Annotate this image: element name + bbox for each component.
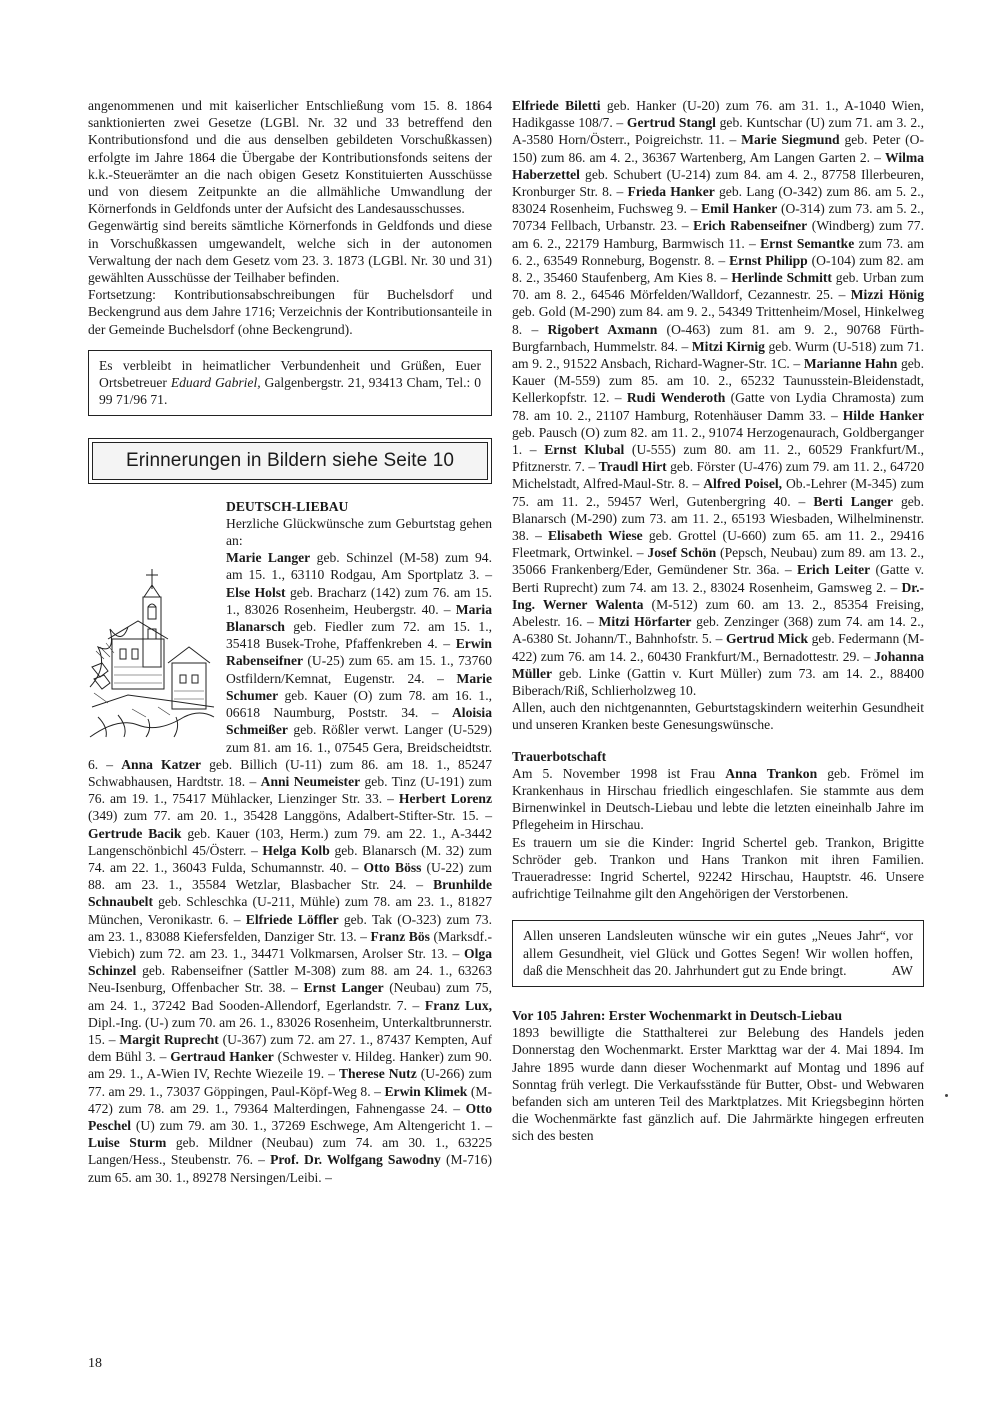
birthday-details: Ob.-Lehrer (M-345) zum 75. am 11. 2., 59457 Werl, Gutenbergring 40. – (512, 476, 925, 509)
birthday-name: Otto Peschel (88, 1100, 492, 1133)
birthday-name: Franz Bös (370, 928, 430, 944)
obituary-text-pre: Am 5. November 1998 ist Frau (512, 765, 726, 781)
birthday-name: Mizzi Hönig (850, 287, 925, 303)
new-year-signature: AW (891, 962, 913, 978)
memories-banner-text: Erinnerungen in Bildern siehe Seite 10 (92, 442, 488, 479)
birthday-name: Anni Neumeister (260, 773, 361, 789)
birthday-details: geb. Schubert (U-214) zum 84. am 4. 2., 87758 Illerbeuren, Kronburger Str. 8. – (512, 166, 924, 200)
birthday-details: geb. Blanarsch (M. 32) zum 74. am 22. 1., 36043 Fulda, Schumannstr. 40. – (88, 842, 492, 875)
page-number: 18 (88, 1356, 102, 1371)
right-column (512, 97, 924, 1145)
birthday-name: Franz Lux, (424, 997, 493, 1013)
birthday-name: Hilde Hanker (842, 407, 924, 423)
birthday-name: Herbert Lorenz (398, 791, 492, 807)
birthday-name: Else Holst (226, 584, 286, 600)
obituary-text (512, 765, 924, 834)
birthday-name: Dr.-Ing. Werner Walenta (512, 579, 924, 612)
market-heading: Vor 105 Jahren: Erster Wochenmarkt in Deutsch-Liebau (512, 1007, 843, 1023)
birthday-details: geb. Schinzel (M-58) zum 94. am 15. 1., 63110 Rodgau, Am Sportplatz 3. – (226, 550, 492, 583)
birthday-details: geb. Hanker (U-20) zum 76. am 31. 1., A-1040 Wien, Hadikgasse 108/7. – (512, 98, 924, 131)
obituary-family: Es trauern um sie die Kinder: Ingrid Schertel geb. Trankon, Brigitte Schröder geb. Trankon und Hans Trankon mit ihren Familien. Traueradresse: Ingrid Schertel, 92242 Hirschau, Hauptstr. 46. Unsere aufrichtige Teilnahme gilt den Angehörigen der Verstorbenen. (512, 834, 924, 902)
birthday-name: Emil Hanker (701, 201, 778, 217)
birthday-details: geb. Lang (O-342) zum 86. am 5. 2., 83024 Rosenheim, Fuchsweg 9. – (512, 184, 924, 217)
birthday-details: geb. Rößler verwt. Langer (U-529) zum 81. am 16. 1., 07545 Gera, Breidscheidtstr. 6. – (88, 722, 492, 772)
birthday-details: geb. Blanarsch (M-290) zum 73. am 11. 2., 65193 Wiesbaden, Wilhelminenstr. 38. – (512, 493, 924, 544)
birthday-name: Herlinde Schmitt (731, 270, 832, 286)
birthday-details: geb. Tak (O-323) zum 73. am 23. 1., 83088 Kiefersfelden, Danziger Str. 13. – (88, 911, 492, 944)
birthday-name: Marie Schumer (226, 670, 492, 703)
birthday-name: Elfriede Biletti (512, 98, 601, 113)
regards-post: Galgenbergstr. 21, 93413 Cham, Tel.: 0 99 71/96 71. (99, 375, 481, 408)
left-column (88, 97, 492, 1186)
birthday-name: Ernst Langer (303, 980, 384, 996)
birthday-name: Therese Nutz (338, 1066, 417, 1082)
birthday-name: Wilma Haberzettel (512, 149, 924, 182)
birthday-name: Aloisia Schmeißer (226, 705, 492, 738)
margin-speck (945, 1094, 948, 1097)
birthday-details: (Schwester v. Hildeg. Hanker) zum 90. am 29. 1., A-Wien IV, Rechte Wiezeile 19. – (88, 1049, 492, 1082)
new-year-box (512, 920, 924, 987)
intro-paragraph: angenommenen und mit kaiserlicher Entschließung vom 15. 8. 1864 sanktionierten zwei Gesetze (LGBl. Nr. 32 und 33 betreffend den Kontributionsfond und die aus denselben gebildeten Vorschußkassen) erfolgte im Jahre 1864 die Übergabe der Kontributionsfonds seitens der k.k.-Steuerämter an die nach obigen Gesetz Konstituierten Ausschüsse und von diesem Zeitpunkte an die allmähliche Umwandlung der Körnerfonds in Geldfonds unter der Aufsicht des Landesausschusses. (88, 98, 492, 217)
birthday-name: Erich Leiter (796, 562, 871, 578)
birthday-details: (U-22) zum 88. am 23. 1., 35584 Wetzlar, Blasbacher Str. 24. – (88, 859, 492, 893)
birthday-details: (O-314) zum 73. am 5. 2., 70734 Fellbach, Urbanstr. 23. – (512, 201, 924, 234)
birthday-details: geb. Kauer (M-559) zum 85. am 10. 2., 65232 Taunusstein-Bleidenstadt, Kellerkopfstr. 12. – (512, 356, 924, 406)
birthday-details: geb. Linke (Gattin v. Kurt Müller) zum 73. am 14. 2., 88400 Biberach/Riß, Schlierholzweg 10. (512, 665, 924, 698)
birthday-details: (U) zum 79. am 30. 1., 37269 Eschwege, Am Altengericht 1. – (131, 1117, 492, 1133)
birthday-name: Ernst Philipp (729, 252, 808, 268)
birthday-details: (O-104) zum 82. am 8. 2., 35460 Staufenberg, Am Kies 8. – (512, 252, 924, 286)
birthday-name: Erwin Rabenseifner (226, 636, 492, 669)
birthday-name: Elisabeth Wiese (547, 528, 643, 544)
birthday-details: geb. Zenzinger (368) zum 74. am 14. 2., A-6380 St. Johann/T., Bahnhofstr. 5. – (512, 614, 924, 647)
birthday-details: (Gatte von Lydia Chramosta) zum 78. am 10. 2., 21107 Hamburg, Rotenhäuser Damm 33. – (512, 390, 924, 423)
birthday-name: Prof. Dr. Wolfgang Sawodny (270, 1152, 441, 1168)
birthday-details: geb. Kauer (103, Herm.) zum 79. am 22. 1., A-3442 Langenschönbichl 45/Österr. – (88, 825, 492, 858)
birthday-details: geb. Tinz (U-191) zum 76. am 19. 1., 75417 Mühlacker, Lienzinger Str. 33. – (88, 773, 493, 807)
birthday-name: Josef Schön (647, 545, 717, 561)
birthday-details: (O-463) zum 81. am 9. 2., 90768 Fürth-Burgfarnbach, Hummelstr. 84. – (512, 321, 924, 354)
birthday-name: Otto Böss (363, 859, 422, 875)
birthday-details: geb. Fiedler zum 72. am 15. 1., 35418 Busek-Trohe, Pfaffenkreben 4. – (226, 619, 492, 652)
birthday-details: (Gatte v. Berti Ruprecht) zum 74. am 13. 2., 83024 Rosenheim, Gamsweg 2. – (512, 562, 925, 595)
birthday-details: geb. Förster (U-476) zum 79. am 11. 2., 64720 Michelstadt, Alfred-Maul-Str. 8. – (512, 459, 924, 492)
birthday-details: (349) zum 77. am 20. 1., 35428 Langgöns, Adalbert-Stifter-Str. 15. – (88, 808, 492, 824)
birthday-details: (Marksdf.-Viebich) zum 72. am 23. 1., 34471 Volkmarsen, Arolser Str. 13. – (88, 928, 492, 961)
birthday-name: Luise Sturm (88, 1135, 167, 1151)
birthday-name: Traudl Hirt (598, 459, 667, 475)
birthday-details: geb. Billich (U-11) zum 86. am 18. 1., 85247 Schwabhausen, Hardtstr. 18. – (88, 756, 492, 789)
birthday-list-continued (512, 97, 924, 699)
obituary-name: Anna Trankon (725, 765, 818, 781)
birthday-details: (M-716) zum 65. am 30. 1., 89278 Nersingen/Leibi. – (88, 1152, 493, 1185)
birthday-details: geb. Kuntschar (U) zum 71. am 3. 2., A-3580 Horn/Österr., Poigreichstr. 11. – (512, 115, 924, 148)
birthday-name: Marie Langer (226, 550, 311, 566)
birthday-details: geb. Wurm (U-518) zum 71. am 9. 2., 91522 Ansbach, Richard-Wagner-Str. 1C. – (512, 338, 924, 372)
birthday-name: Olga Schinzel (88, 945, 492, 979)
birthday-name: Erich Rabenseifner (693, 218, 808, 234)
birthday-name: Helga Kolb (262, 842, 330, 858)
birthday-name: Frieda Hanker (627, 184, 715, 200)
birthday-details: (U-367) zum 72. am 27. 1., 87437 Kempten, Auf dem Bühl 3. – (88, 1031, 492, 1065)
birthday-name: Marianne Hahn (803, 356, 898, 372)
birthday-name: Margit Ruprecht (119, 1031, 219, 1047)
birthday-section (88, 498, 492, 1186)
new-year-text: Allen unseren Landsleuten wünsche wir ein gutes „Neues Jahr“, vor allem Gesundheit, viel Glück und Gottes Segen! Wir wollen hoffen, daß die Menschheit das 20. Jahrhundert gut zu Ende bringt. (523, 928, 913, 978)
birthday-details: geb. Rabenseifner (Sattler M-308) zum 88. am 24. 1., 63263 Neu-Isenburg, Offenbacher Str. 38. – (88, 963, 492, 996)
birthday-name: Gertrude Bacik (88, 825, 182, 841)
birthday-details: geb. Peter (O-150) zum 86. am 4. 2., 36367 Wartenberg, Am Langen Garten 2. – (512, 132, 924, 165)
regards-box (88, 350, 492, 417)
birthday-name: Gertraud Hanker (170, 1049, 274, 1065)
birthday-name: Ernst Semantke (760, 235, 855, 251)
birthday-details: geb. Gold (M-290) zum 84. am 9. 2., 54349 Trittenheim/Mosel, Hinkelweg 8. – (512, 304, 924, 337)
church-illustration (88, 567, 216, 739)
birthday-details: (U-266) zum 77. am 29. 1., 73037 Göppingen, Paul-Köpf-Weg 8. – (88, 1066, 492, 1099)
birthday-details: (U-555) zum 80. am 11. 2., 60529 Frankfurt/M., Pfitznerstr. 7. – (512, 442, 924, 475)
birthday-name: Johanna Müller (512, 648, 924, 681)
birthday-name: Gertrud Mick (725, 631, 809, 647)
birthday-name: Erwin Klimek (384, 1083, 468, 1099)
birthday-details: (M-512) zum 60. am 13. 2., 85354 Freising, Abelestr. 16. – (512, 596, 925, 630)
birthday-details: (Windberg) zum 77. am 6. 2., 22179 Hamburg, Barmwisch 11. – (512, 218, 924, 251)
birthday-details: geb. Kauer (O) zum 78. am 16. 1., 06618 Naumburg, Poststr. 34. – (226, 687, 492, 721)
birthday-details: geb. Grottel (U-660) zum 65. am 11. 2., 29416 Fleetmark, Ortwinkel. – (512, 528, 924, 561)
birthday-details: geb. Federmann (M-422) zum 76. am 14. 2., 60430 Frankfurt/M., Bernadottestr. 29. – (512, 631, 925, 664)
birthday-name: Berti Langer (813, 493, 893, 509)
birthday-details: geb. Urban zum 70. am 8. 2., 64546 Mörfelden/Walldorf, Cezannestr. 25. – (512, 270, 924, 303)
birthday-name: Elfriede Löffler (245, 911, 339, 927)
birthday-details: (Neubau) zum 75, am 24. 1., 37242 Bad Sooden-Allendorf, Egerlandstr. 7. – (88, 980, 492, 1013)
current-paragraph: Gegenwärtig sind bereits sämtliche Körnerfonds in Geldfonds und diese in Vorschußkassen umgewandelt, welche sich in der autonomen Verwaltung der nach dem Gesetz vom 23. 3. 1873 (LGBl. Nr. 30 und 31) gewählten Ausschüsse der Teilhaber befinden. (88, 218, 492, 286)
birthday-name: Mitzi Kirnig (691, 338, 765, 354)
regards-name: Eduard Gabriel, (170, 375, 261, 391)
greeting-line: Herzliche Glückwünsche zum Geburtstag gehen an: (226, 515, 492, 549)
regards-pre: Es verbleibt in heimatlicher Verbundenheit und Grüßen, Euer Ortsbetreuer (99, 357, 481, 391)
obituary-text-post: geb. Frömel im Krankenhaus in Hirschau friedlich eingeschlafen. Sie stammte aus dem Birnenwinkel in Deutsch-Liebau und lebte die letzten eineinhalb Jahre im Pflegeheim in Hirschau. (512, 765, 924, 833)
birthday-details: geb. Pausch (O) zum 82. am 11. 2., 91074 Herzogenaurach, Goldberganger 1. – (512, 424, 924, 458)
continuation-paragraph: Fortsetzung: Kontributionsabschreibungen für Buchelsdorf und Beckengrund aus dem Jahre 1716; Verzeichnis der Kontributionsanteile in der Gemeinde Buchelsdorf (ohne Beckengrund). (88, 287, 492, 337)
birthday-name: Alfred Poisel, (703, 476, 783, 492)
memories-banner (88, 438, 492, 483)
birthday-details: (U-25) zum 65. am 15. 1., 73760 Ostfildern/Kemnat, Eugenstr. 24. – (226, 653, 492, 686)
closing-wishes: Allen, auch den nichtgenannten, Geburtstagskindern weiterhin Gesundheit und unseren Kranken beste Genesungswünsche. (512, 700, 924, 733)
birthday-name: Rigobert Axmann (547, 321, 658, 337)
birthday-name: Gertrud Stangl (626, 115, 716, 131)
birthday-details: (M-472) zum 78. am 29. 1., 79364 Malterdingen, Fahnengasse 24. – (88, 1083, 492, 1116)
section-title: DEUTSCH-LIEBAU (226, 498, 349, 514)
birthday-details: geb. Mildner (Neubau) zum 74. am 30. 1., 63225 Langen/Hess., Steubenstr. 76. – (88, 1135, 492, 1168)
birthday-details: geb. Schleschka (U-211, Mühle) zum 78. am 23. 1., 81827 München, Veronikastr. 6. – (88, 894, 492, 927)
birthday-details: geb. Bracharz (142) zum 76. am 15. 1., 83026 Rosenheim, Heubergstr. 40. – (226, 584, 493, 617)
birthday-name: Maria Blanarsch (226, 601, 492, 635)
birthday-name: Brunhilde Schnaubelt (88, 877, 492, 910)
birthday-details: (Pepsch, Neubau) zum 89. am 13. 2., 35066 Frankenberg/Eder, Gemündener Str. 36a. – (512, 545, 924, 578)
market-text: 1893 bewilligte die Statthalterei zur Belebung des Handels jeden Donnerstag den Wochenmarkt. Erster Markttag war der 4. Mai 1894. Im Jahre 1895 wurde dann dieser Wochenmarkt auf Montag und 1896 auf Sonntag früh verlegt. Die Verkaufsstände für Butter, Obst- und Webwaren befanden sich am unteren Teil des Marktplatzes. Mit Kriegsbeginn hörten die Wochenmärkte fast gänzlich auf. Die Jahrmärkte hingegen erfreuten sich des besten (512, 1025, 924, 1144)
birthday-name: Mitzi Hörfarter (598, 614, 692, 630)
obituary-heading: Trauerbotschaft (512, 748, 607, 764)
birthday-name: Ernst Klubal (544, 442, 625, 458)
birthday-name: Rudi Wenderoth (626, 390, 726, 406)
birthday-name: Marie Siegmund (741, 132, 840, 148)
birthday-details: Dipl.-Ing. (U-) zum 70. am 26. 1., 83026 Rosenheim, Unterkaltbrunnerstr. 15. – (88, 1014, 492, 1047)
birthday-details: zum 73. am 6. 2., 63549 Ronneburg, Bogenstr. 8. – (512, 235, 925, 268)
birthday-name: Anna Katzer (121, 756, 202, 772)
